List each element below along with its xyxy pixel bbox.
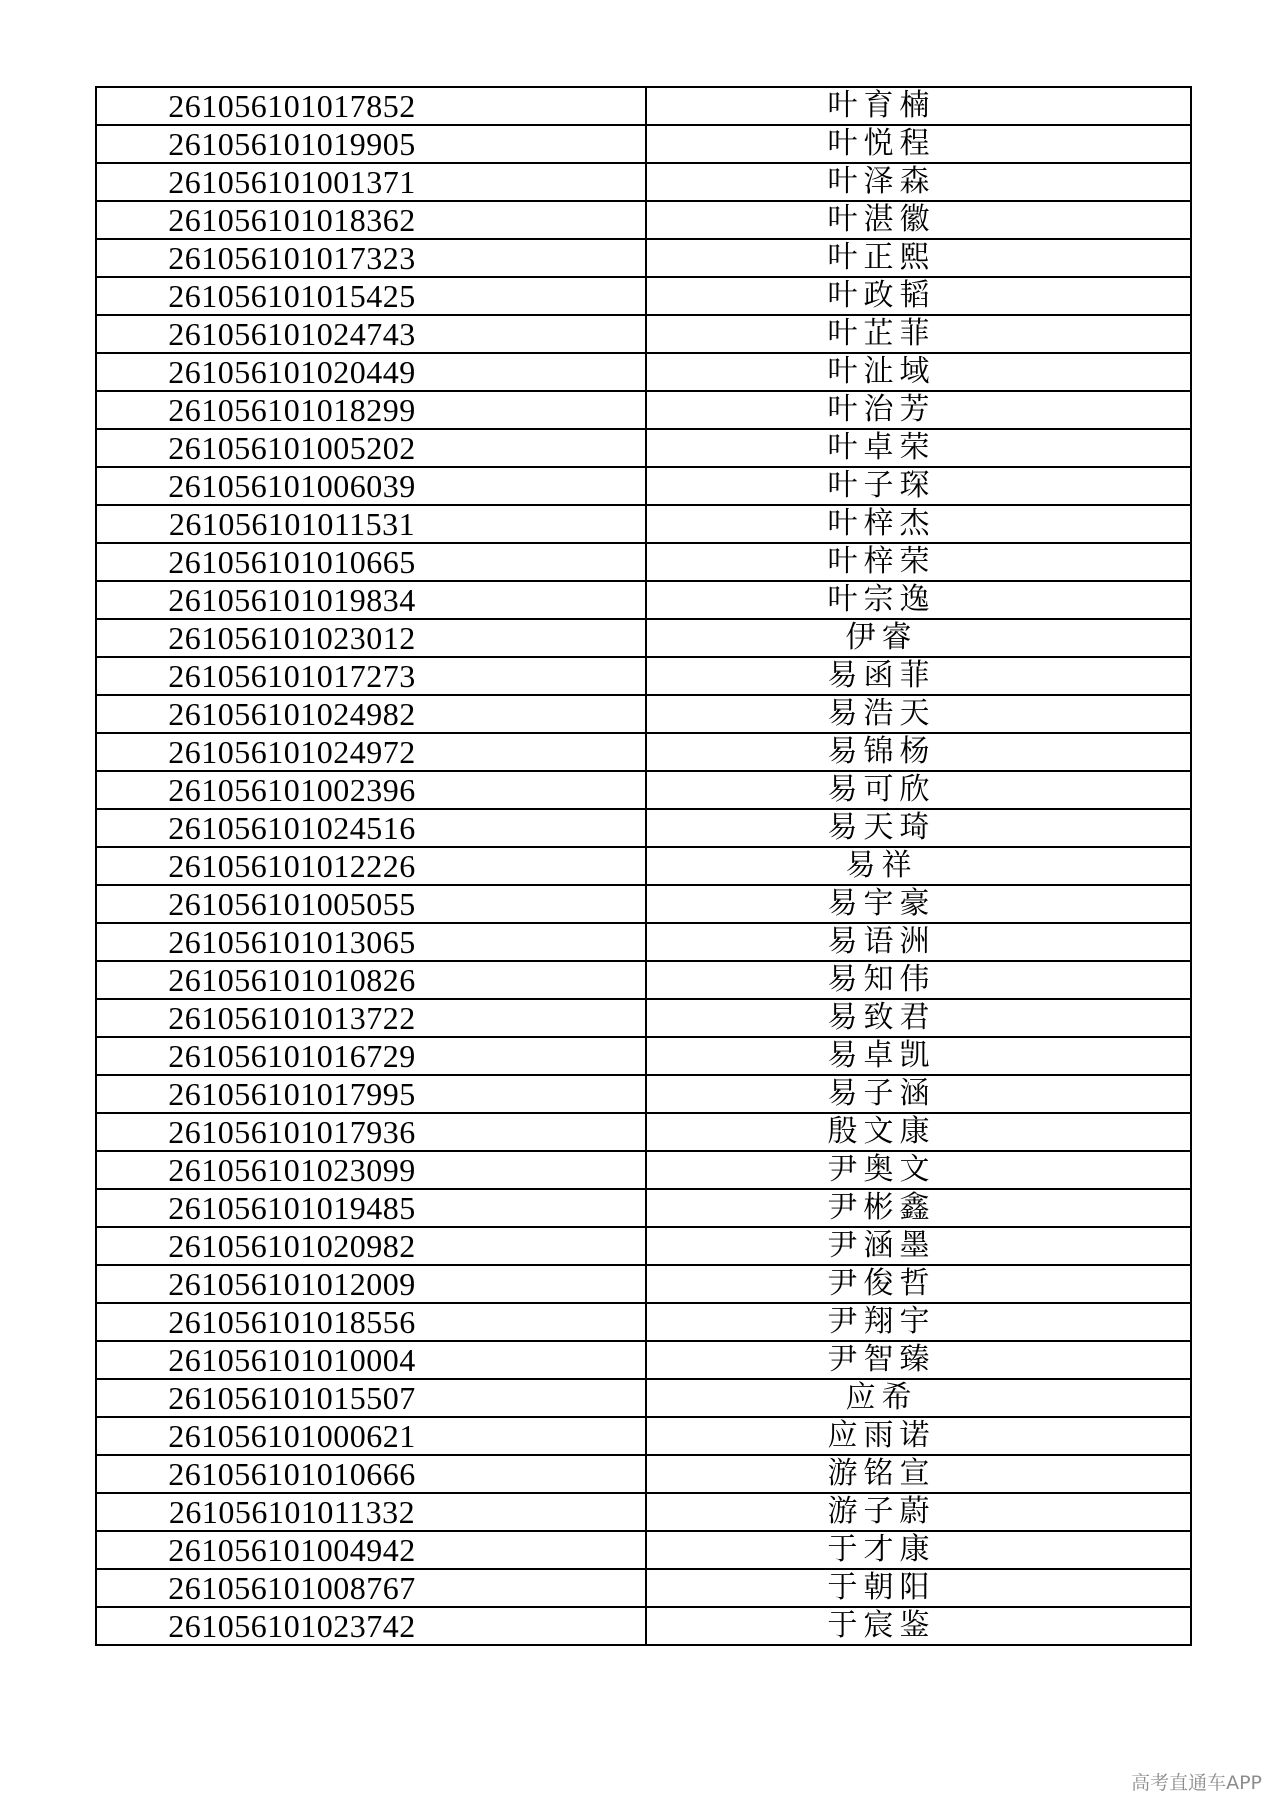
table-row [96,391,1191,429]
candidate-id-cell [96,1569,646,1607]
table-row [96,163,1191,201]
candidate-id: 261056101019905 [168,126,416,162]
candidate-name: 叶湛徽 [827,202,936,237]
candidate-name-cell [646,1037,1191,1075]
candidate-name-cell [646,695,1191,733]
candidate-name-cell [646,619,1191,657]
table-row [96,885,1191,923]
candidate-id-cell [96,163,646,201]
table-row [96,961,1191,999]
candidate-id-cell [96,885,646,923]
candidate-id: 261056101020449 [168,354,416,390]
candidate-name: 叶梓杰 [827,506,936,541]
candidate-id: 261056101024743 [168,316,416,352]
candidate-id-cell [96,1341,646,1379]
table-row [96,277,1191,315]
candidate-id: 261056101017273 [168,658,416,694]
candidate-id: 261056101023012 [168,620,416,656]
candidate-id-cell [96,581,646,619]
candidate-id-cell [96,467,646,505]
candidate-id-cell [96,1189,646,1227]
candidate-id-cell [96,1493,646,1531]
candidate-name-cell [646,467,1191,505]
table-row [96,1569,1191,1607]
table-row [96,1417,1191,1455]
candidate-id: 261056101018362 [168,202,416,238]
table-row [96,1303,1191,1341]
candidate-name: 叶卓荣 [827,430,936,465]
candidate-id: 261056101024982 [168,696,416,732]
candidate-name: 易卓凯 [827,1038,936,1073]
candidate-name: 易致君 [827,1000,936,1035]
table-row [96,1607,1191,1645]
candidate-id: 261056101002396 [168,772,416,808]
table-row [96,1379,1191,1417]
candidate-name: 叶治芳 [827,392,936,427]
candidate-name-cell [646,771,1191,809]
candidate-id: 261056101010826 [168,962,416,998]
candidate-name: 叶沚域 [827,354,936,389]
candidate-name-cell [646,923,1191,961]
table-row [96,239,1191,277]
candidate-id-cell [96,1303,646,1341]
candidate-id: 261056101010666 [168,1456,416,1492]
candidate-name: 于朝阳 [827,1570,936,1605]
table-row [96,1227,1191,1265]
candidate-name: 游铭宣 [827,1456,936,1491]
table-row [96,771,1191,809]
candidate-id: 261056101010665 [168,544,416,580]
candidate-name-cell [646,1227,1191,1265]
candidate-name: 尹俊哲 [827,1266,936,1301]
candidate-name-cell [646,961,1191,999]
candidate-name: 于宸鉴 [827,1608,936,1643]
candidate-id: 261056101000621 [168,1418,416,1454]
candidate-id: 261056101001371 [168,164,416,200]
candidate-name-cell [646,1303,1191,1341]
table-row [96,505,1191,543]
table-row [96,87,1191,125]
table-row [96,1151,1191,1189]
table-row [96,1493,1191,1531]
candidate-id: 261056101013722 [168,1000,416,1036]
candidate-id: 261056101024972 [168,734,416,770]
candidate-id: 261056101018299 [168,392,416,428]
candidate-id-cell [96,315,646,353]
table-row [96,999,1191,1037]
candidate-name-cell [646,353,1191,391]
candidate-id-cell [96,1037,646,1075]
candidate-id-cell [96,847,646,885]
candidate-id: 261056101012009 [168,1266,416,1302]
table-row [96,923,1191,961]
candidate-id-cell [96,125,646,163]
candidate-id: 261056101008767 [168,1570,416,1606]
candidate-id-cell [96,277,646,315]
candidate-id-cell [96,999,646,1037]
candidate-name-cell [646,1455,1191,1493]
candidate-name: 游子蔚 [827,1494,936,1529]
candidate-id-cell [96,619,646,657]
candidate-name-cell [646,657,1191,695]
table-row [96,429,1191,467]
candidate-name: 叶育楠 [827,88,936,123]
candidate-id-cell [96,1379,646,1417]
candidate-id: 261056101015425 [168,278,416,314]
candidate-name: 易子涵 [827,1076,936,1111]
candidate-id-cell [96,239,646,277]
candidate-name-cell [646,1379,1191,1417]
table-row [96,543,1191,581]
table-row [96,467,1191,505]
candidate-name-cell [646,239,1191,277]
candidate-id-cell [96,505,646,543]
candidate-id-cell [96,1151,646,1189]
candidate-name-cell [646,1531,1191,1569]
candidate-name-cell [646,163,1191,201]
roster-table-body [96,87,1191,1645]
candidate-name: 尹涵墨 [827,1228,936,1263]
candidate-id: 261056101013065 [168,924,416,960]
candidate-id: 261056101011332 [168,1494,416,1530]
candidate-id: 261056101024516 [168,810,416,846]
candidate-name-cell [646,885,1191,923]
candidate-id: 261056101017936 [168,1114,416,1150]
candidate-name-cell [646,1151,1191,1189]
candidate-id-cell [96,1417,646,1455]
candidate-id-cell [96,733,646,771]
candidate-id: 261056101005202 [168,430,416,466]
candidate-name-cell [646,87,1191,125]
table-row [96,733,1191,771]
candidate-name-cell [646,1341,1191,1379]
candidate-name: 于才康 [827,1532,936,1567]
candidate-id: 261056101019485 [168,1190,416,1226]
candidate-id: 261056101019834 [168,582,416,618]
candidate-name-cell [646,999,1191,1037]
table-row [96,1455,1191,1493]
table-row [96,581,1191,619]
candidate-id: 261056101023099 [168,1152,416,1188]
candidate-id-cell [96,1265,646,1303]
table-row [96,619,1191,657]
candidate-id-cell [96,961,646,999]
candidate-id-cell [96,1113,646,1151]
candidate-name: 尹翔宇 [827,1304,936,1339]
candidate-name-cell [646,391,1191,429]
table-row [96,353,1191,391]
candidate-name-cell [646,125,1191,163]
candidate-name: 易可欣 [827,772,936,807]
table-row [96,315,1191,353]
candidate-name-cell [646,1417,1191,1455]
candidate-name-cell [646,733,1191,771]
candidate-id: 261056101011531 [168,506,416,542]
candidate-name-cell [646,1113,1191,1151]
candidate-name-cell [646,429,1191,467]
candidate-id: 261056101017995 [168,1076,416,1112]
candidate-id: 261056101017852 [168,88,416,124]
candidate-name: 易语洲 [827,924,936,959]
candidate-name: 殷文康 [827,1114,936,1149]
watermark-text: 高考直通车APP [1131,1772,1262,1794]
candidate-name: 叶宗逸 [827,582,936,617]
candidate-id-cell [96,771,646,809]
candidate-name: 应希 [845,1380,918,1415]
candidate-name-cell [646,505,1191,543]
candidate-name: 叶子琛 [827,468,936,503]
candidate-name-cell [646,1493,1191,1531]
candidate-id-cell [96,543,646,581]
roster-table [95,86,1192,1646]
candidate-id-cell [96,1607,646,1645]
candidate-name-cell [646,809,1191,847]
candidate-id: 261056101006039 [168,468,416,504]
candidate-name-cell [646,1189,1191,1227]
candidate-name: 易天琦 [827,810,936,845]
candidate-name: 易锦杨 [827,734,936,769]
candidate-id-cell [96,87,646,125]
candidate-name-cell [646,847,1191,885]
candidate-name: 易宇豪 [827,886,936,921]
candidate-id: 261056101016729 [168,1038,416,1074]
candidate-id: 261056101005055 [168,886,416,922]
candidate-name: 叶芷菲 [827,316,936,351]
candidate-name: 叶政韬 [827,278,936,313]
table-row [96,125,1191,163]
candidate-id: 261056101010004 [168,1342,416,1378]
candidate-name-cell [646,1607,1191,1645]
table-row [96,1531,1191,1569]
candidate-name: 叶泽森 [827,164,936,199]
candidate-id-cell [96,923,646,961]
candidate-id-cell [96,391,646,429]
candidate-id-cell [96,429,646,467]
table-row [96,1037,1191,1075]
table-row [96,1075,1191,1113]
candidate-name-cell [646,315,1191,353]
candidate-name-cell [646,277,1191,315]
candidate-name: 易祥 [845,848,918,883]
candidate-id-cell [96,201,646,239]
candidate-id: 261056101023742 [168,1608,416,1644]
candidate-name: 尹智臻 [827,1342,936,1377]
candidate-name: 应雨诺 [827,1418,936,1453]
candidate-name-cell [646,1075,1191,1113]
candidate-id: 261056101012226 [168,848,416,884]
candidate-id-cell [96,353,646,391]
candidate-id-cell [96,1531,646,1569]
candidate-id: 261056101017323 [168,240,416,276]
candidate-name: 叶正熙 [827,240,936,275]
candidate-name: 尹彬鑫 [827,1190,936,1225]
candidate-name: 尹奥文 [827,1152,936,1187]
table-row [96,1189,1191,1227]
table-row [96,657,1191,695]
candidate-id-cell [96,1075,646,1113]
candidate-id-cell [96,657,646,695]
candidate-id: 261056101004942 [168,1532,416,1568]
candidate-id: 261056101015507 [168,1380,416,1416]
candidate-id-cell [96,1227,646,1265]
table-row [96,809,1191,847]
candidate-name-cell [646,1265,1191,1303]
candidate-name-cell [646,581,1191,619]
table-row [96,201,1191,239]
table-row [96,1265,1191,1303]
candidate-id-cell [96,695,646,733]
candidate-name: 叶梓荣 [827,544,936,579]
table-row [96,1113,1191,1151]
candidate-name: 易知伟 [827,962,936,997]
candidate-id: 261056101018556 [168,1304,416,1340]
candidate-id-cell [96,809,646,847]
table-row [96,847,1191,885]
candidate-name: 易浩天 [827,696,936,731]
candidate-name-cell [646,1569,1191,1607]
candidate-name: 易函菲 [827,658,936,693]
candidate-name-cell [646,201,1191,239]
candidate-name-cell [646,543,1191,581]
candidate-id: 261056101020982 [168,1228,416,1264]
table-row [96,695,1191,733]
candidate-name: 伊睿 [845,620,918,655]
table-row [96,1341,1191,1379]
candidate-name: 叶悦程 [827,126,936,161]
candidate-id-cell [96,1455,646,1493]
